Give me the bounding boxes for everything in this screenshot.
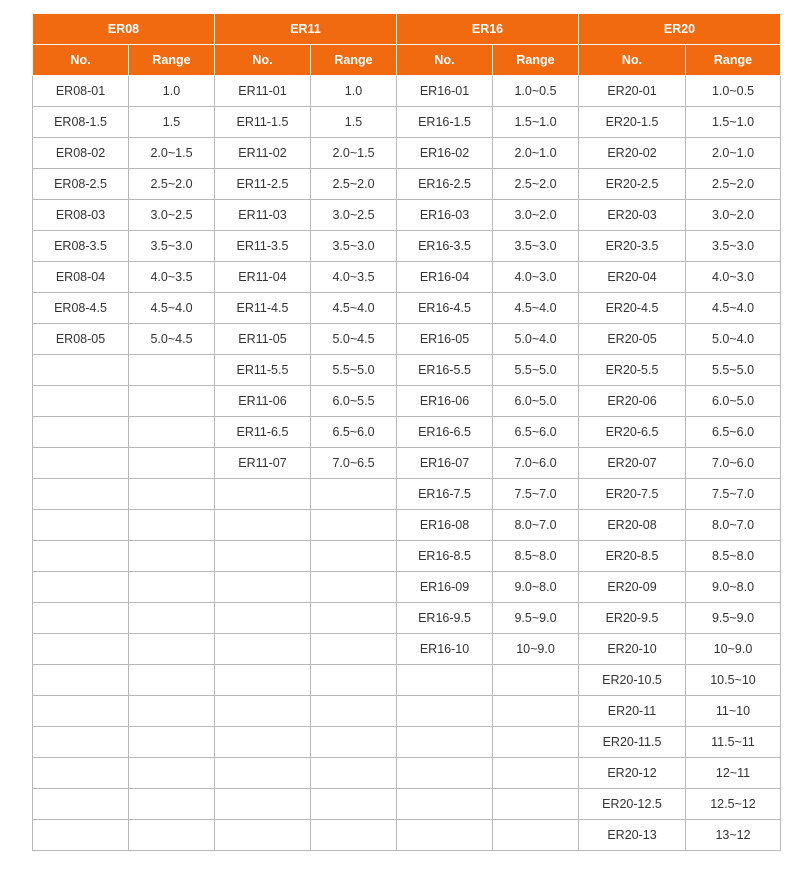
cell-range: 1.0~0.5 (493, 76, 579, 107)
cell-part-no: ER20-08 (579, 510, 686, 541)
cell-range: 3.0~2.5 (129, 200, 215, 231)
cell-range (129, 479, 215, 510)
cell-part-no (397, 696, 493, 727)
column-header-range: Range (129, 45, 215, 76)
cell-part-no (33, 789, 129, 820)
table-row (33, 665, 781, 696)
cell-part-no: ER16-08 (397, 510, 493, 541)
cell-range: 6.5~6.0 (686, 417, 781, 448)
group-header-er20: ER20 (579, 14, 781, 45)
cell-range: 5.0~4.0 (493, 324, 579, 355)
group-header-er16: ER16 (397, 14, 579, 45)
cell-range (129, 510, 215, 541)
cell-part-no: ER20-8.5 (579, 541, 686, 572)
cell-range: 4.0~3.0 (686, 262, 781, 293)
table-row (33, 76, 781, 107)
cell-range: 3.0~2.0 (493, 200, 579, 231)
cell-range (129, 696, 215, 727)
cell-part-no (397, 789, 493, 820)
cell-part-no: ER16-05 (397, 324, 493, 355)
cell-part-no: ER16-06 (397, 386, 493, 417)
cell-range: 1.5~1.0 (493, 107, 579, 138)
cell-range: 3.0~2.0 (686, 200, 781, 231)
cell-part-no (33, 696, 129, 727)
cell-range: 6.0~5.5 (311, 386, 397, 417)
table-row (33, 541, 781, 572)
column-header-no: No. (579, 45, 686, 76)
table-row (33, 727, 781, 758)
table-row (33, 448, 781, 479)
cell-part-no (215, 572, 311, 603)
cell-range (129, 417, 215, 448)
cell-range: 6.5~6.0 (311, 417, 397, 448)
cell-range (311, 665, 397, 696)
table-row (33, 200, 781, 231)
cell-range (311, 572, 397, 603)
cell-part-no: ER20-11 (579, 696, 686, 727)
cell-part-no (33, 820, 129, 851)
cell-part-no (215, 541, 311, 572)
cell-range (493, 727, 579, 758)
cell-range (129, 665, 215, 696)
cell-part-no (215, 665, 311, 696)
table-row (33, 634, 781, 665)
cell-range: 12.5~12 (686, 789, 781, 820)
cell-part-no: ER08-04 (33, 262, 129, 293)
cell-range: 4.0~3.5 (129, 262, 215, 293)
cell-range: 12~11 (686, 758, 781, 789)
cell-range: 5.5~5.0 (493, 355, 579, 386)
cell-range: 2.0~1.0 (493, 138, 579, 169)
cell-range (129, 572, 215, 603)
cell-range: 7.5~7.0 (493, 479, 579, 510)
cell-part-no: ER20-10.5 (579, 665, 686, 696)
cell-range: 1.0~0.5 (686, 76, 781, 107)
cell-part-no: ER16-03 (397, 200, 493, 231)
cell-range: 1.5 (129, 107, 215, 138)
cell-range: 4.5~4.0 (311, 293, 397, 324)
cell-range (311, 510, 397, 541)
cell-part-no: ER16-01 (397, 76, 493, 107)
cell-range: 3.0~2.5 (311, 200, 397, 231)
cell-range: 3.5~3.0 (129, 231, 215, 262)
cell-part-no: ER16-7.5 (397, 479, 493, 510)
cell-part-no: ER08-4.5 (33, 293, 129, 324)
cell-part-no: ER20-05 (579, 324, 686, 355)
table-row (33, 572, 781, 603)
table-row (33, 169, 781, 200)
table-row (33, 417, 781, 448)
cell-range: 7.0~6.5 (311, 448, 397, 479)
cell-part-no: ER11-01 (215, 76, 311, 107)
cell-range: 5.5~5.0 (311, 355, 397, 386)
cell-range: 9.0~8.0 (493, 572, 579, 603)
cell-range: 2.0~1.5 (311, 138, 397, 169)
cell-range: 9.5~9.0 (686, 603, 781, 634)
cell-part-no (215, 603, 311, 634)
cell-range: 8.0~7.0 (686, 510, 781, 541)
cell-part-no: ER16-8.5 (397, 541, 493, 572)
cell-range (311, 634, 397, 665)
cell-part-no: ER08-2.5 (33, 169, 129, 200)
table-row (33, 820, 781, 851)
table-row (33, 138, 781, 169)
table-row (33, 479, 781, 510)
cell-part-no (33, 386, 129, 417)
cell-part-no: ER08-03 (33, 200, 129, 231)
table-row (33, 696, 781, 727)
cell-part-no: ER20-11.5 (579, 727, 686, 758)
cell-part-no: ER20-7.5 (579, 479, 686, 510)
cell-part-no: ER08-05 (33, 324, 129, 355)
group-header-er11: ER11 (215, 14, 397, 45)
cell-part-no: ER08-02 (33, 138, 129, 169)
cell-range: 7.0~6.0 (686, 448, 781, 479)
cell-part-no: ER16-1.5 (397, 107, 493, 138)
cell-range: 11.5~11 (686, 727, 781, 758)
cell-part-no: ER20-06 (579, 386, 686, 417)
cell-part-no: ER11-07 (215, 448, 311, 479)
cell-part-no: ER16-07 (397, 448, 493, 479)
cell-range: 4.5~4.0 (129, 293, 215, 324)
cell-range (129, 789, 215, 820)
cell-range: 5.0~4.5 (129, 324, 215, 355)
cell-part-no: ER11-5.5 (215, 355, 311, 386)
cell-part-no (397, 758, 493, 789)
cell-range: 8.5~8.0 (493, 541, 579, 572)
cell-range: 3.5~3.0 (493, 231, 579, 262)
table-row (33, 603, 781, 634)
table-row (33, 510, 781, 541)
cell-part-no: ER20-12.5 (579, 789, 686, 820)
cell-range (129, 355, 215, 386)
cell-range: 1.5 (311, 107, 397, 138)
cell-part-no: ER11-04 (215, 262, 311, 293)
cell-range (493, 758, 579, 789)
collet-spec-table (32, 13, 781, 851)
cell-part-no (33, 479, 129, 510)
cell-range (493, 820, 579, 851)
table-body (33, 76, 781, 851)
cell-part-no: ER11-3.5 (215, 231, 311, 262)
cell-part-no (33, 758, 129, 789)
cell-part-no: ER20-4.5 (579, 293, 686, 324)
cell-part-no: ER20-1.5 (579, 107, 686, 138)
cell-range (311, 820, 397, 851)
cell-range: 1.5~1.0 (686, 107, 781, 138)
group-header-er08: ER08 (33, 14, 215, 45)
cell-range: 1.0 (129, 76, 215, 107)
cell-part-no (215, 727, 311, 758)
cell-part-no: ER20-07 (579, 448, 686, 479)
cell-part-no (33, 727, 129, 758)
cell-part-no: ER11-06 (215, 386, 311, 417)
column-header-no: No. (215, 45, 311, 76)
cell-range (493, 696, 579, 727)
cell-range: 7.5~7.0 (686, 479, 781, 510)
cell-range: 4.5~4.0 (686, 293, 781, 324)
cell-part-no: ER11-2.5 (215, 169, 311, 200)
cell-part-no: ER08-01 (33, 76, 129, 107)
table-row (33, 107, 781, 138)
cell-part-no: ER11-1.5 (215, 107, 311, 138)
cell-range: 4.0~3.5 (311, 262, 397, 293)
cell-part-no: ER20-09 (579, 572, 686, 603)
table-row (33, 758, 781, 789)
cell-part-no (215, 479, 311, 510)
cell-part-no: ER16-6.5 (397, 417, 493, 448)
cell-range: 2.5~2.0 (311, 169, 397, 200)
cell-part-no (33, 417, 129, 448)
table-row (33, 293, 781, 324)
column-header-range: Range (686, 45, 781, 76)
cell-range: 3.5~3.0 (311, 231, 397, 262)
cell-range: 9.5~9.0 (493, 603, 579, 634)
cell-part-no (215, 789, 311, 820)
cell-part-no (397, 665, 493, 696)
cell-range (311, 479, 397, 510)
cell-part-no (33, 603, 129, 634)
column-header-no: No. (397, 45, 493, 76)
cell-range: 2.5~2.0 (686, 169, 781, 200)
cell-range: 6.0~5.0 (493, 386, 579, 417)
cell-part-no: ER20-10 (579, 634, 686, 665)
cell-part-no (215, 634, 311, 665)
cell-part-no: ER16-09 (397, 572, 493, 603)
cell-range: 9.0~8.0 (686, 572, 781, 603)
cell-part-no: ER20-03 (579, 200, 686, 231)
cell-range (129, 448, 215, 479)
cell-part-no (33, 572, 129, 603)
cell-range: 4.5~4.0 (493, 293, 579, 324)
column-header-range: Range (493, 45, 579, 76)
cell-range (311, 727, 397, 758)
cell-part-no: ER20-13 (579, 820, 686, 851)
cell-range: 7.0~6.0 (493, 448, 579, 479)
cell-range: 13~12 (686, 820, 781, 851)
cell-part-no: ER11-05 (215, 324, 311, 355)
cell-part-no: ER08-3.5 (33, 231, 129, 262)
column-header-row (33, 45, 781, 76)
table-row (33, 262, 781, 293)
cell-part-no: ER16-10 (397, 634, 493, 665)
cell-part-no: ER20-04 (579, 262, 686, 293)
table-row (33, 789, 781, 820)
cell-part-no: ER20-3.5 (579, 231, 686, 262)
cell-range: 6.5~6.0 (493, 417, 579, 448)
cell-part-no: ER20-02 (579, 138, 686, 169)
cell-range: 5.0~4.5 (311, 324, 397, 355)
cell-part-no (397, 727, 493, 758)
cell-part-no: ER11-02 (215, 138, 311, 169)
cell-part-no: ER08-1.5 (33, 107, 129, 138)
cell-range: 2.0~1.5 (129, 138, 215, 169)
cell-range (311, 789, 397, 820)
cell-part-no (215, 758, 311, 789)
cell-range: 10~9.0 (493, 634, 579, 665)
table-row (33, 386, 781, 417)
cell-range (129, 386, 215, 417)
cell-range: 4.0~3.0 (493, 262, 579, 293)
cell-range: 10.5~10 (686, 665, 781, 696)
cell-part-no: ER20-01 (579, 76, 686, 107)
cell-part-no: ER11-6.5 (215, 417, 311, 448)
cell-range: 11~10 (686, 696, 781, 727)
cell-part-no (215, 820, 311, 851)
cell-part-no (33, 448, 129, 479)
cell-part-no (33, 665, 129, 696)
cell-part-no: ER16-3.5 (397, 231, 493, 262)
group-header-row (33, 14, 781, 45)
cell-range (311, 696, 397, 727)
cell-range (129, 603, 215, 634)
cell-range: 2.5~2.0 (129, 169, 215, 200)
column-header-no: No. (33, 45, 129, 76)
cell-part-no (397, 820, 493, 851)
cell-part-no: ER20-2.5 (579, 169, 686, 200)
cell-range: 2.5~2.0 (493, 169, 579, 200)
cell-range: 1.0 (311, 76, 397, 107)
cell-range (493, 665, 579, 696)
cell-part-no: ER20-9.5 (579, 603, 686, 634)
cell-part-no: ER20-5.5 (579, 355, 686, 386)
cell-range: 5.5~5.0 (686, 355, 781, 386)
cell-range (311, 541, 397, 572)
cell-range: 5.0~4.0 (686, 324, 781, 355)
cell-range (493, 789, 579, 820)
cell-part-no: ER11-4.5 (215, 293, 311, 324)
table-row (33, 231, 781, 262)
cell-part-no (33, 510, 129, 541)
cell-part-no (215, 696, 311, 727)
cell-range: 3.5~3.0 (686, 231, 781, 262)
cell-part-no: ER16-9.5 (397, 603, 493, 634)
cell-range (129, 727, 215, 758)
cell-range (129, 541, 215, 572)
cell-part-no (33, 541, 129, 572)
cell-part-no: ER20-6.5 (579, 417, 686, 448)
cell-part-no: ER16-4.5 (397, 293, 493, 324)
cell-range (311, 603, 397, 634)
cell-part-no (33, 355, 129, 386)
table-row (33, 355, 781, 386)
cell-part-no (215, 510, 311, 541)
cell-range (129, 758, 215, 789)
cell-range (129, 820, 215, 851)
cell-range (311, 758, 397, 789)
table-header (33, 14, 781, 76)
cell-range: 10~9.0 (686, 634, 781, 665)
cell-part-no: ER16-02 (397, 138, 493, 169)
cell-part-no: ER20-12 (579, 758, 686, 789)
column-header-range: Range (311, 45, 397, 76)
cell-part-no: ER16-5.5 (397, 355, 493, 386)
cell-part-no: ER16-2.5 (397, 169, 493, 200)
cell-range: 8.5~8.0 (686, 541, 781, 572)
cell-part-no (33, 634, 129, 665)
cell-range: 6.0~5.0 (686, 386, 781, 417)
cell-part-no: ER11-03 (215, 200, 311, 231)
cell-range: 8.0~7.0 (493, 510, 579, 541)
cell-range: 2.0~1.0 (686, 138, 781, 169)
table-row (33, 324, 781, 355)
cell-range (129, 634, 215, 665)
cell-part-no: ER16-04 (397, 262, 493, 293)
